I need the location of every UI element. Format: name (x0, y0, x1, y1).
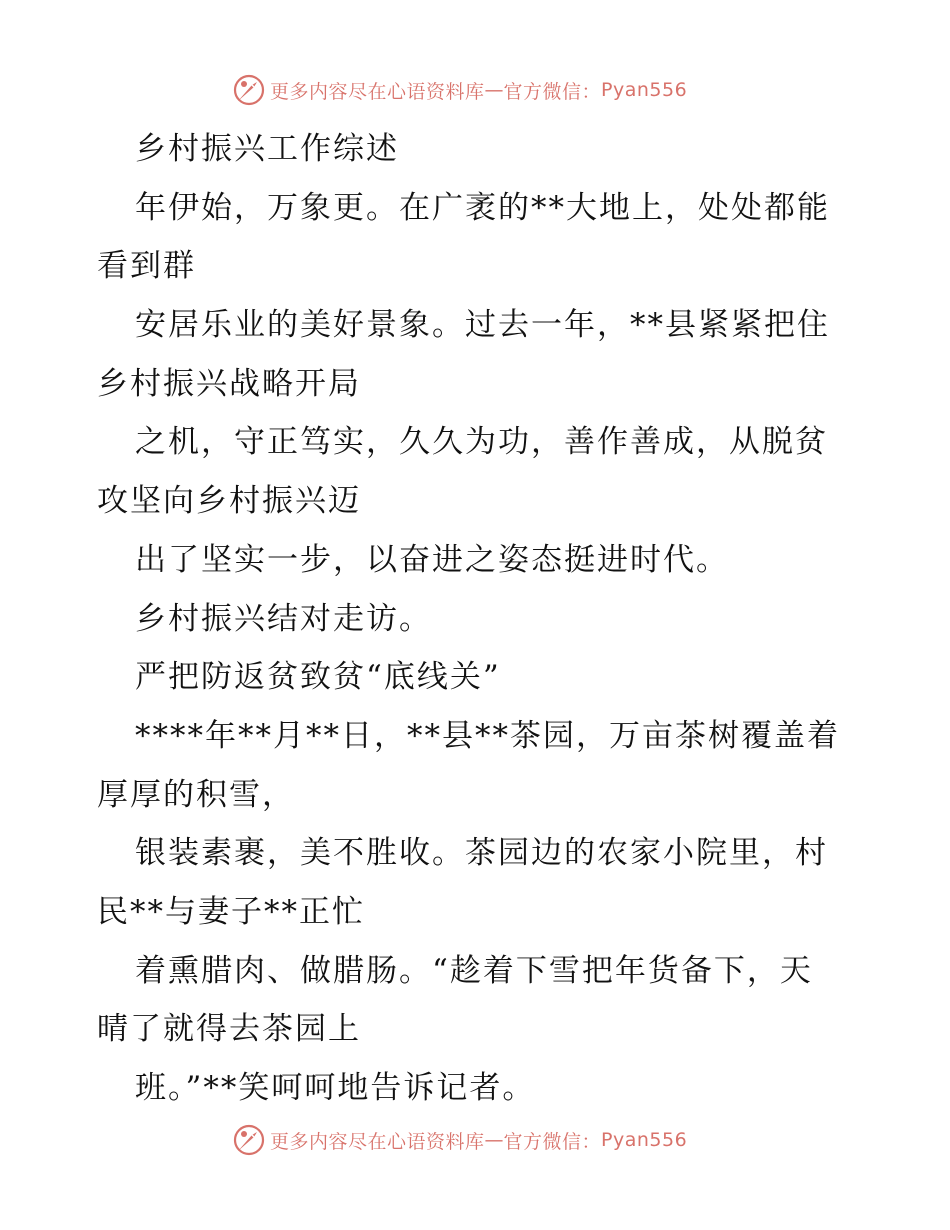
watermark-text: 更多内容尽在心语资料库 (270, 1130, 485, 1153)
header-watermark (232, 72, 712, 108)
paragraph-line: 民**与妻子**正忙 (97, 893, 365, 930)
pen-nib-logo-icon (232, 73, 266, 107)
watermark-wechat-id: Pyan556 (601, 1129, 688, 1151)
section-heading: 乡村振兴结对走访。 (135, 600, 432, 637)
paragraph-line: 看到群 (97, 248, 196, 285)
paragraph-line: 银装素裹，美不胜收。茶园边的农家小院里，村 (135, 835, 828, 872)
watermark-separator: — (484, 1129, 504, 1151)
document-body (97, 120, 857, 1118)
paragraph-line: ****年**月**日，**县**茶园，万亩茶树覆盖着 (135, 717, 840, 754)
paragraph-line: 乡村振兴战略开局 (97, 365, 361, 402)
paragraph-line: 之机，守正笃实，久久为功，善作善成，从脱贫 (135, 424, 828, 461)
watermark-separator: — (484, 79, 504, 101)
document-title: 乡村振兴工作综述 (135, 131, 399, 167)
pen-nib-logo-icon (232, 1123, 266, 1157)
watermark-wechat-label: 官方微信： (503, 80, 602, 103)
paragraph-line: 安居乐业的美好景象。过去一年，**县紧紧把住 (135, 307, 830, 344)
paragraph-line: 攻坚向乡村振兴迈 (97, 483, 361, 520)
watermark-text: 更多内容尽在心语资料库 (270, 80, 485, 103)
paragraph-line: 厚厚的积雪， (97, 776, 295, 813)
paragraph-line: 出了坚实一步，以奋进之姿态挺进时代。 (135, 541, 729, 578)
paragraph-line: 着熏腊肉、做腊肠。“趁着下雪把年货备下，天 (135, 952, 813, 989)
paragraph-line: 班。”**笑呵呵地告诉记者。 (135, 1070, 536, 1106)
paragraph-line: 年伊始，万象更。在广袤的**大地上，处处都能 (135, 189, 830, 226)
watermark-wechat-id: Pyan556 (601, 79, 688, 101)
footer-watermark (232, 1122, 712, 1158)
section-heading: 严把防返贫致贫“底线关” (135, 659, 501, 696)
paragraph-line: 晴了就得去茶园上 (97, 1011, 361, 1048)
watermark-wechat-label: 官方微信： (503, 1130, 602, 1153)
